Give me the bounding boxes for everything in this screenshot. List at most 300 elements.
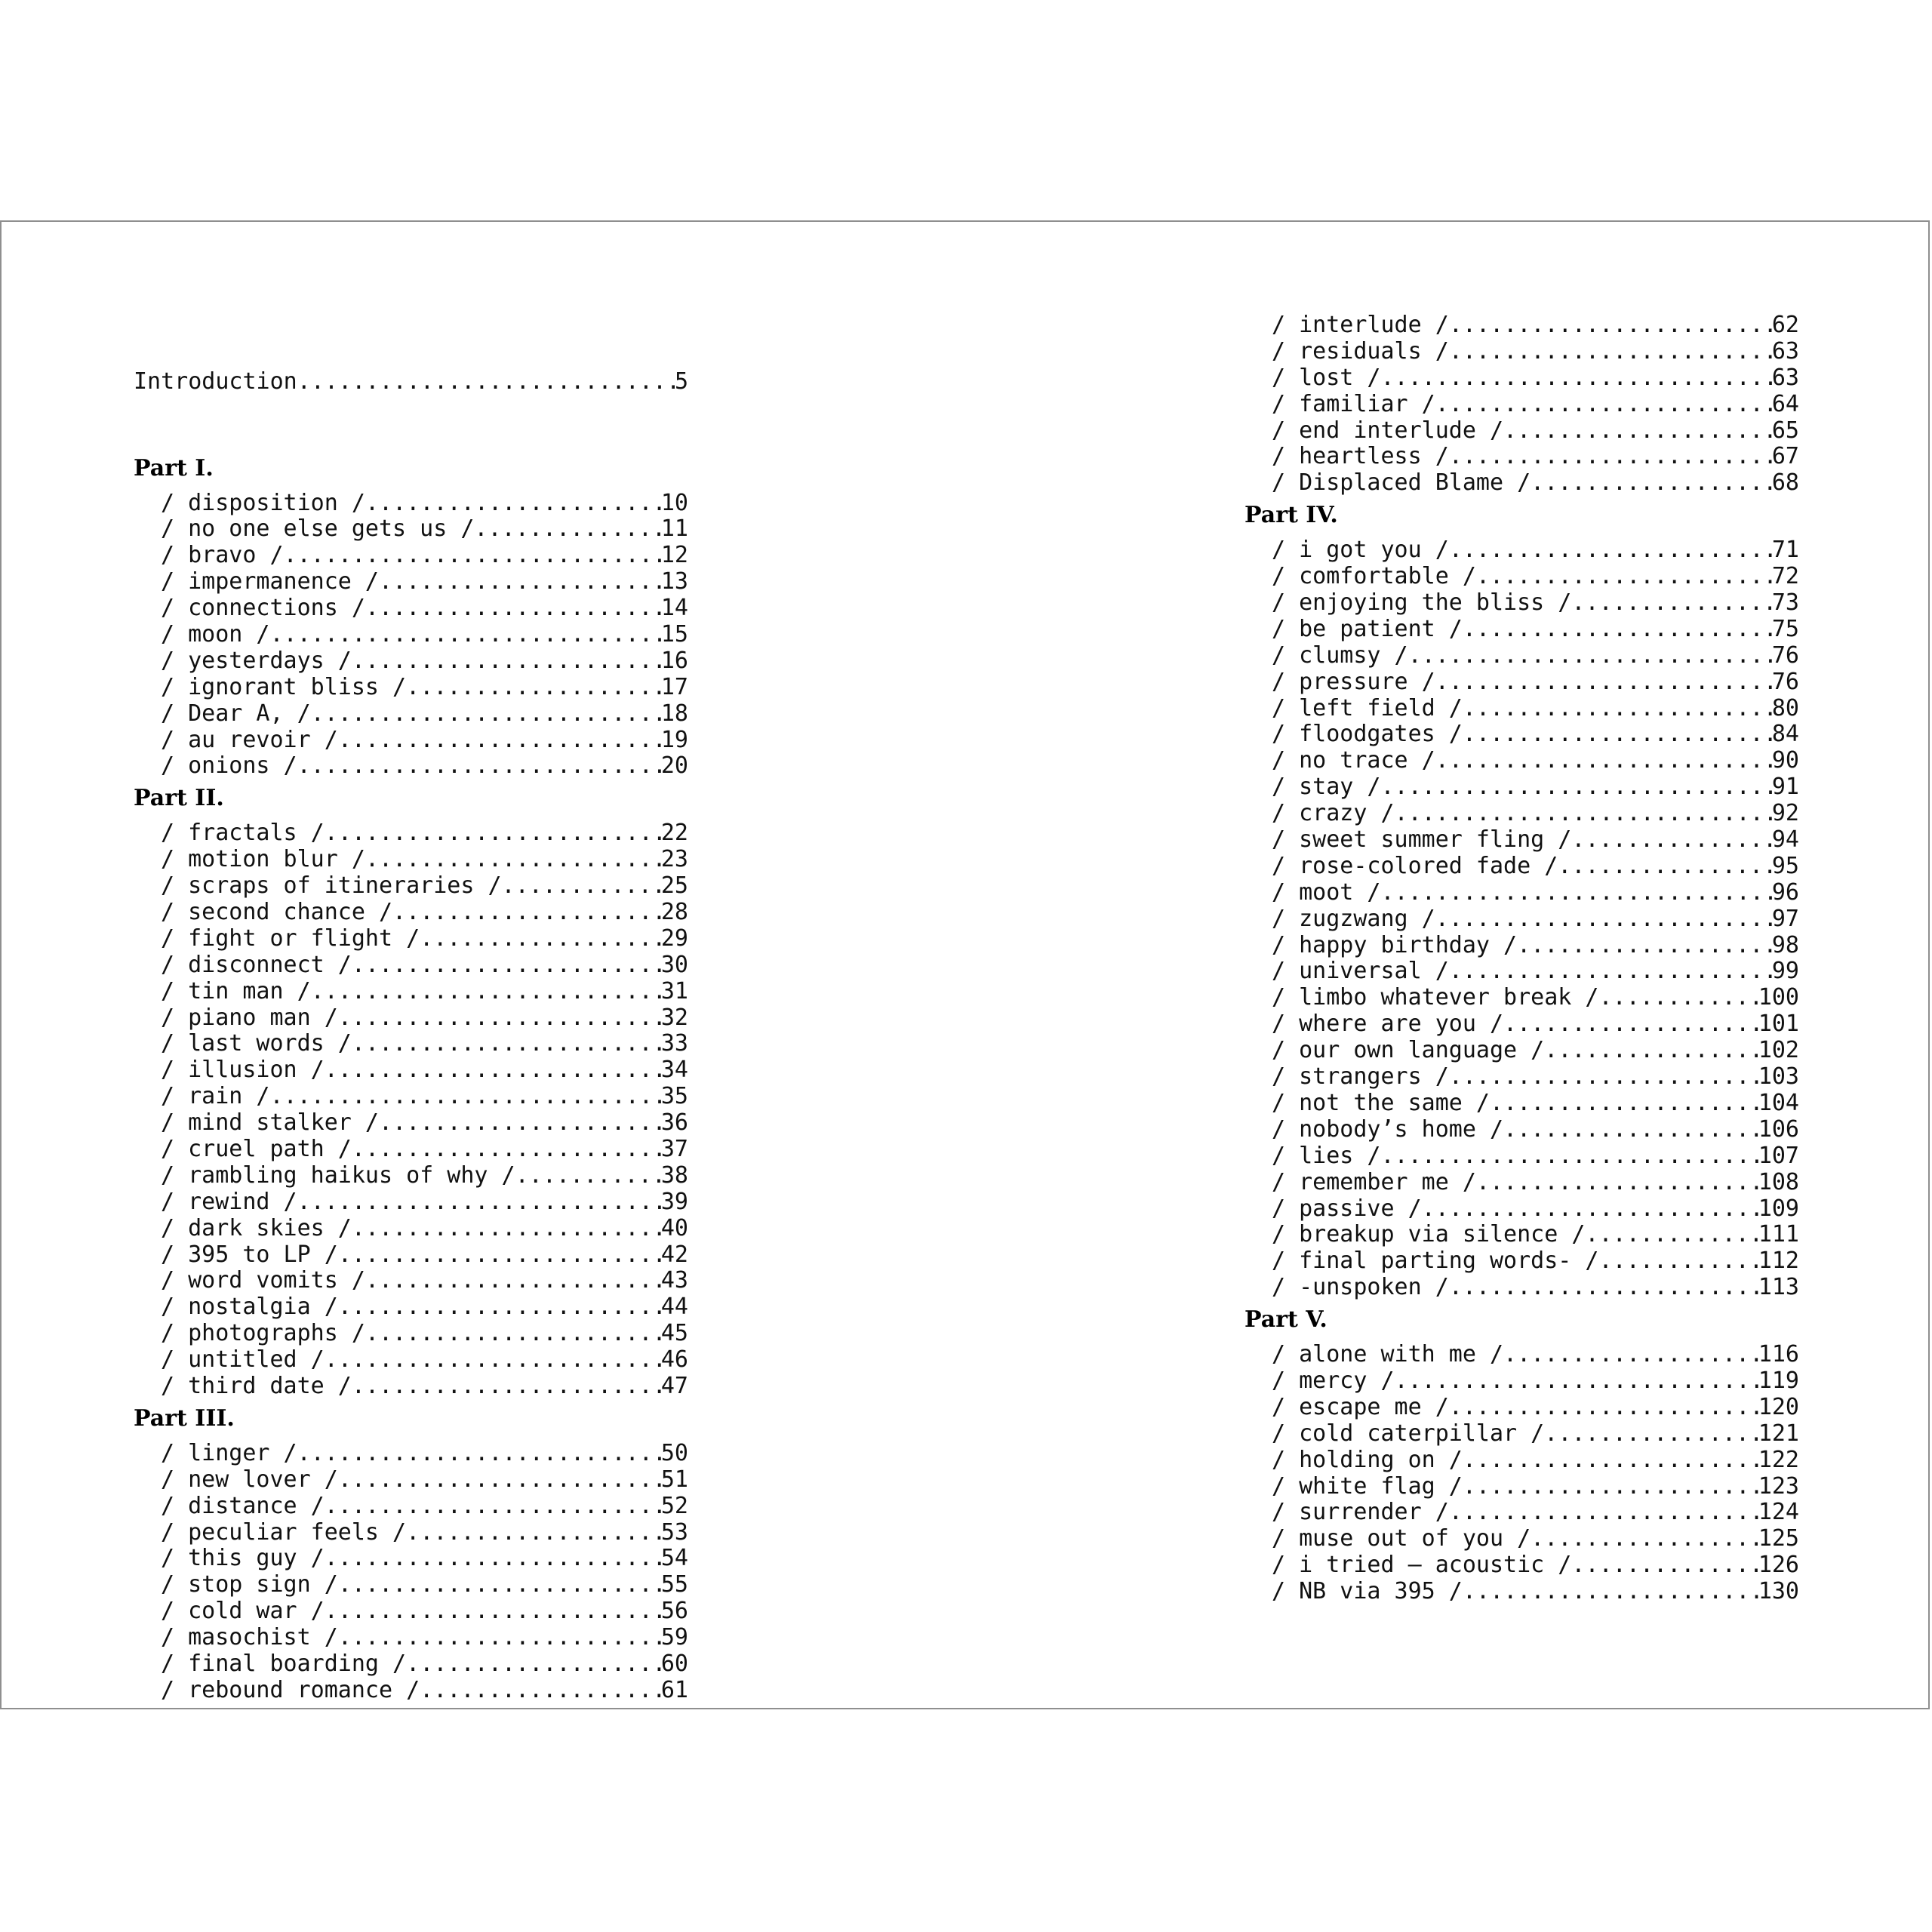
dot-leader	[325, 1598, 661, 1625]
toc-entry	[1244, 854, 1799, 880]
toc-entry	[134, 1005, 688, 1032]
toc-entry-title: / rain /	[161, 1083, 270, 1110]
toc-entry	[134, 1189, 688, 1216]
toc-entry	[1244, 748, 1799, 774]
part-heading: Part II.	[134, 785, 224, 812]
dot-leader	[420, 926, 661, 952]
toc-entry-title: / universal /	[1272, 958, 1449, 985]
dot-leader	[1585, 1222, 1758, 1248]
dot-leader	[1435, 906, 1772, 933]
toc-entry	[1244, 827, 1799, 854]
dot-leader	[1381, 365, 1772, 392]
toc-entry	[1244, 1170, 1799, 1196]
toc-entry-page: 16	[660, 647, 688, 674]
dot-leader	[325, 1546, 661, 1572]
toc-entry-title: / end interlude /	[1272, 417, 1504, 444]
dot-leader	[1381, 1143, 1758, 1170]
toc-entry-page: 10	[660, 489, 688, 516]
toc-entry-title: / last words /	[161, 1030, 352, 1057]
toc-entry-title: / passive /	[1272, 1195, 1422, 1222]
toc-entry-page: 22	[660, 820, 688, 847]
toc-entry-page: 130	[1758, 1578, 1799, 1605]
toc-entry	[1244, 392, 1799, 418]
toc-entry-title: / where are you /	[1272, 1011, 1504, 1038]
toc-entry-page: 43	[660, 1267, 688, 1294]
toc-entry-page: 30	[660, 951, 688, 978]
toc-entry	[1244, 801, 1799, 827]
dot-leader	[1463, 696, 1772, 722]
toc-entry	[1244, 1196, 1799, 1223]
dot-leader	[352, 1031, 661, 1057]
toc-entry-title: / breakup via silence /	[1272, 1221, 1586, 1248]
dot-leader	[1449, 1395, 1758, 1421]
toc-entry-title: / nobody’s home /	[1272, 1115, 1504, 1143]
dot-leader	[311, 701, 661, 728]
toc-entry	[134, 648, 688, 675]
toc-entry-title: / 395 to LP /	[161, 1241, 338, 1268]
right-page	[968, 222, 1931, 1708]
toc-entry	[134, 728, 688, 754]
toc-entry	[1244, 564, 1799, 590]
toc-entry-title: / comfortable /	[1272, 563, 1476, 590]
toc-entry-page: 73	[1771, 589, 1799, 617]
toc-entry-title: / rebound romance /	[161, 1676, 420, 1703]
dot-leader	[1449, 339, 1772, 365]
toc-entry	[1244, 1579, 1799, 1605]
toc-entry-title: / connections /	[161, 595, 365, 622]
toc-entry-title: / cruel path /	[161, 1136, 352, 1162]
toc-entry-title: / moot /	[1272, 878, 1381, 906]
toc-entry-page: 111	[1758, 1221, 1799, 1248]
toc-entry-page: 5	[674, 368, 688, 395]
toc-entry	[134, 1467, 688, 1494]
dot-leader	[365, 847, 661, 873]
toc-entry-title: / dark skies /	[161, 1214, 352, 1241]
toc-entry-title: / illusion /	[161, 1057, 325, 1084]
toc-entry-title: / disposition /	[161, 489, 365, 516]
toc-entry-page: 44	[660, 1294, 688, 1321]
toc-entry-title: / i tried – acoustic /	[1272, 1552, 1572, 1579]
dot-leader	[1449, 444, 1772, 470]
toc-entry-page: 76	[1771, 668, 1799, 695]
toc-entry-title: / disconnect /	[161, 951, 352, 978]
toc-entry	[134, 873, 688, 900]
toc-entry	[134, 491, 688, 517]
dot-leader	[325, 1347, 661, 1374]
book-spread	[0, 220, 1930, 1709]
toc-entry-title: / Displaced Blame /	[1272, 469, 1531, 497]
toc-entry	[134, 1163, 688, 1189]
toc-entry-page: 12	[660, 542, 688, 569]
toc-entry	[134, 926, 688, 952]
toc-entry	[1244, 537, 1799, 564]
toc-entry-page: 29	[660, 924, 688, 952]
toc-entry-title: / final boarding /	[161, 1651, 407, 1678]
toc-entry-page: 42	[660, 1241, 688, 1268]
toc-entry	[1244, 1038, 1799, 1064]
toc-entry	[1244, 1143, 1799, 1170]
toc-entry-title: / masochist /	[161, 1624, 338, 1651]
dot-leader	[1517, 933, 1772, 959]
toc-entry-title: / impermanence /	[161, 568, 379, 595]
toc-entry	[1244, 1342, 1799, 1368]
toc-entry	[1244, 418, 1799, 445]
toc-entry	[1244, 470, 1799, 497]
toc-entry	[1244, 774, 1799, 801]
toc-entry-page: 91	[1771, 774, 1799, 801]
dot-leader	[338, 1294, 661, 1321]
toc-entry-title: / left field /	[1272, 694, 1463, 721]
toc-entry-title: / second chance /	[161, 898, 393, 925]
toc-entry	[134, 569, 688, 595]
dot-leader	[1395, 801, 1772, 827]
dot-leader	[1544, 1421, 1758, 1447]
dot-leader	[297, 369, 675, 395]
toc-entry-page: 20	[660, 752, 688, 780]
toc-entry-page: 60	[660, 1651, 688, 1678]
dot-leader	[352, 1216, 661, 1242]
dot-leader	[1571, 1552, 1758, 1579]
dot-leader	[1476, 1170, 1758, 1196]
toc-entry-title: / heartless /	[1272, 443, 1449, 470]
dot-leader	[270, 1084, 661, 1110]
toc-entry-page: 62	[1771, 312, 1799, 338]
toc-entry	[1244, 1421, 1799, 1447]
toc-entry	[134, 1678, 688, 1704]
toc-entry	[1244, 1552, 1799, 1579]
toc-entry-title: / cold war /	[161, 1598, 325, 1625]
part-heading: Part V.	[1244, 1306, 1327, 1334]
dot-leader	[338, 1572, 661, 1598]
toc-entry-title: / this guy /	[161, 1545, 325, 1572]
dot-leader	[1503, 1342, 1758, 1368]
toc-entry	[134, 516, 688, 543]
toc-entry-page: 96	[1771, 878, 1799, 906]
toc-entry-page: 102	[1758, 1037, 1799, 1064]
toc-entry	[134, 952, 688, 979]
toc-entry-page: 35	[660, 1083, 688, 1110]
toc-entry-page: 68	[1771, 469, 1799, 497]
toc-entry-title: / au revoir /	[161, 726, 338, 753]
toc-entry-page: 50	[660, 1439, 688, 1466]
toc-entry-page: 123	[1758, 1472, 1799, 1500]
dot-leader	[392, 900, 661, 926]
toc-entry-title: / final parting words- /	[1272, 1247, 1599, 1275]
toc-entry-page: 36	[660, 1109, 688, 1137]
toc-entry	[134, 1110, 688, 1137]
toc-entry	[134, 820, 688, 847]
toc-entry-title: / no one else gets us /	[161, 515, 475, 543]
toc-entry-page: 65	[1771, 417, 1799, 444]
toc-entry-title: / photographs /	[161, 1320, 365, 1347]
toc-entry-title: / untitled /	[161, 1346, 325, 1374]
toc-entry-title: / strangers /	[1272, 1063, 1449, 1091]
toc-entry-page: 103	[1758, 1063, 1799, 1091]
toc-entry-page: 101	[1758, 1011, 1799, 1038]
toc-entry-page: 38	[660, 1161, 688, 1189]
toc-entry-page: 45	[660, 1320, 688, 1347]
dot-leader	[1422, 1196, 1758, 1223]
toc-entry-title: / no trace /	[1272, 747, 1435, 774]
toc-entry	[1244, 958, 1799, 985]
dot-leader	[1490, 1091, 1758, 1117]
toc-entry-page: 113	[1758, 1274, 1799, 1301]
toc-entry	[134, 622, 688, 648]
toc-entry-page: 32	[660, 1004, 688, 1031]
part-heading: Part I.	[134, 454, 214, 481]
toc-entry	[134, 1137, 688, 1163]
toc-entry	[134, 1294, 688, 1321]
toc-right-column	[1244, 312, 1799, 1605]
toc-entry-page: 71	[1771, 537, 1799, 564]
toc-entry	[1244, 1117, 1799, 1143]
toc-entry-title: / rewind /	[161, 1188, 297, 1215]
toc-entry-title: / motion blur /	[161, 846, 365, 873]
toc-entry-title: / happy birthday /	[1272, 931, 1518, 958]
toc-entry-page: 39	[660, 1188, 688, 1215]
toc-entry-page: 98	[1771, 931, 1799, 958]
dot-leader	[1449, 1275, 1758, 1301]
toc-entry-page: 59	[660, 1624, 688, 1651]
dot-leader	[1463, 721, 1772, 748]
toc-entry-title: Introduction	[134, 368, 297, 395]
dot-leader	[365, 1268, 661, 1294]
toc-entry-page: 28	[660, 898, 688, 925]
dot-leader	[502, 873, 661, 900]
dot-leader	[352, 1137, 661, 1163]
toc-entry	[134, 753, 688, 780]
dot-leader	[1463, 1474, 1758, 1500]
dot-leader	[1435, 748, 1772, 774]
dot-leader	[1463, 617, 1772, 643]
toc-entry-page: 94	[1771, 826, 1799, 854]
dot-leader	[1408, 643, 1772, 669]
toc-entry-title: / third date /	[161, 1373, 352, 1400]
toc-entry	[1244, 669, 1799, 696]
toc-entry-page: 108	[1758, 1168, 1799, 1195]
toc-entry	[1244, 590, 1799, 617]
toc-entry-title: / fight or flight /	[161, 924, 420, 952]
toc-entry-title: / holding on /	[1272, 1446, 1463, 1473]
toc-entry-page: 53	[660, 1518, 688, 1546]
dot-leader	[1449, 1064, 1758, 1091]
toc-entry-title: / -unspoken /	[1272, 1274, 1449, 1301]
dot-leader	[406, 1520, 661, 1546]
dot-leader	[1449, 958, 1772, 985]
toc-entry-title: / limbo whatever break /	[1272, 984, 1599, 1011]
toc-entry	[134, 1216, 688, 1242]
toc-entry	[134, 701, 688, 728]
toc-entry-page: 18	[660, 700, 688, 727]
toc-entry-page: 25	[660, 872, 688, 900]
toc-entry-title: / white flag /	[1272, 1472, 1463, 1500]
toc-entry	[1244, 365, 1799, 392]
dot-leader	[338, 1625, 661, 1651]
toc-entry-page: 13	[660, 568, 688, 595]
toc-entry	[1244, 444, 1799, 470]
dot-leader	[1381, 880, 1772, 906]
toc-entry-title: / remember me /	[1272, 1168, 1476, 1195]
toc-entry-page: 95	[1771, 852, 1799, 879]
dot-leader	[1531, 1526, 1758, 1552]
dot-leader	[1598, 985, 1758, 1011]
toc-entry-page: 112	[1758, 1247, 1799, 1275]
toc-entry-title: / Dear A, /	[161, 700, 311, 727]
toc-entry	[134, 1520, 688, 1546]
toc-entry	[134, 1321, 688, 1347]
toc-entry-page: 47	[660, 1373, 688, 1400]
toc-entry-title: / alone with me /	[1272, 1341, 1504, 1368]
toc-entry	[1244, 1474, 1799, 1500]
toc-entry-page: 97	[1771, 905, 1799, 932]
toc-entry-page: 116	[1758, 1341, 1799, 1368]
toc-entry-title: / floodgates /	[1272, 721, 1463, 748]
toc-entry-title: / word vomits /	[161, 1267, 365, 1294]
toc-entry-title: / interlude /	[1272, 312, 1449, 338]
toc-entry-page: 67	[1771, 443, 1799, 470]
dot-leader	[325, 1494, 661, 1520]
toc-entry-page: 107	[1758, 1142, 1799, 1169]
dot-leader	[1435, 392, 1772, 418]
dot-leader	[1476, 564, 1772, 590]
toc-entry-title: / ignorant bliss /	[161, 673, 407, 700]
toc-entry-title: / peculiar feels /	[161, 1518, 407, 1546]
toc-entry-page: 92	[1771, 800, 1799, 827]
dot-leader	[297, 1189, 661, 1216]
toc-entry-title: / piano man /	[161, 1004, 338, 1031]
toc-entry-page: 63	[1771, 364, 1799, 391]
toc-entry-page: 100	[1758, 984, 1799, 1011]
toc-entry-title: / linger /	[161, 1439, 297, 1466]
dot-leader	[1395, 1368, 1758, 1395]
toc-left-column	[134, 316, 688, 1704]
dot-leader	[1449, 537, 1772, 564]
toc-entry-page: 80	[1771, 694, 1799, 721]
toc-entry-title: / enjoying the bliss /	[1272, 589, 1572, 617]
toc-entry-title: / clumsy /	[1272, 641, 1408, 669]
toc-entry-page: 99	[1771, 958, 1799, 985]
toc-entry-page: 126	[1758, 1552, 1799, 1579]
dot-leader	[1503, 418, 1772, 445]
toc-entry-title: / stop sign /	[161, 1571, 338, 1598]
toc-entry	[134, 1268, 688, 1294]
dot-leader	[365, 491, 661, 517]
dot-leader	[270, 622, 661, 648]
toc-entry-title: / mercy /	[1272, 1367, 1395, 1394]
toc-entry	[134, 1374, 688, 1400]
dot-leader	[515, 1163, 661, 1189]
toc-entry-page: 125	[1758, 1525, 1799, 1552]
toc-entry-title: / rambling haikus of why /	[161, 1161, 515, 1189]
toc-entry-title: / not the same /	[1272, 1089, 1490, 1116]
dot-leader	[352, 648, 661, 675]
toc-entry	[134, 1625, 688, 1651]
toc-entry-page: 33	[660, 1030, 688, 1057]
toc-entry	[1244, 1011, 1799, 1038]
toc-entry-title: / escape me /	[1272, 1393, 1449, 1420]
toc-entry	[1244, 1275, 1799, 1301]
toc-entry-title: / familiar /	[1272, 390, 1435, 417]
dot-leader	[338, 1242, 661, 1269]
toc-entry-title: / surrender /	[1272, 1499, 1449, 1526]
dot-leader	[284, 543, 661, 569]
toc-entry-title: / zugzwang /	[1272, 905, 1435, 932]
toc-entry-page: 61	[660, 1676, 688, 1703]
toc-entry-page: 34	[660, 1057, 688, 1084]
toc-entry-title: / nostalgia /	[161, 1294, 338, 1321]
toc-entry	[134, 675, 688, 701]
dot-leader	[1531, 470, 1772, 497]
toc-entry-page: 76	[1771, 641, 1799, 669]
toc-entry-page: 104	[1758, 1089, 1799, 1116]
toc-entry	[1244, 721, 1799, 748]
toc-entry-page: 63	[1771, 337, 1799, 365]
dot-leader	[365, 595, 661, 622]
dot-leader	[338, 1467, 661, 1494]
toc-entry-title: / rose-colored fade /	[1272, 852, 1558, 879]
dot-leader	[1571, 827, 1772, 854]
toc-entry-title: / our own language /	[1272, 1037, 1545, 1064]
toc-entry	[1244, 1395, 1799, 1421]
toc-entry-title: / onions /	[161, 752, 297, 780]
toc-entry-page: 51	[660, 1466, 688, 1493]
toc-entry	[134, 1441, 688, 1467]
toc-entry	[1244, 1526, 1799, 1552]
dot-leader	[406, 1651, 661, 1678]
toc-entry-title: / bravo /	[161, 542, 284, 569]
toc-entry-title: / new lover /	[161, 1466, 338, 1493]
toc-entry-page: 37	[660, 1136, 688, 1162]
toc-entry-page: 23	[660, 846, 688, 873]
toc-entry-title: / fractals /	[161, 820, 325, 847]
toc-entry	[134, 1572, 688, 1598]
toc-entry	[134, 979, 688, 1005]
dot-leader	[1463, 1579, 1758, 1605]
dot-leader	[379, 569, 661, 595]
toc-entry-page: 90	[1771, 747, 1799, 774]
toc-entry	[134, 900, 688, 926]
toc-entry-page: 106	[1758, 1115, 1799, 1143]
dot-leader	[1558, 854, 1772, 880]
toc-entry	[1244, 933, 1799, 959]
dot-leader	[338, 1005, 661, 1032]
toc-entry	[1244, 906, 1799, 933]
toc-entry-page: 19	[660, 726, 688, 753]
toc-entry	[134, 1084, 688, 1110]
dot-leader	[338, 728, 661, 754]
toc-entry	[1244, 312, 1799, 339]
left-page	[2, 222, 968, 1708]
toc-entry-title: / residuals /	[1272, 337, 1449, 365]
dot-leader	[352, 1374, 661, 1400]
toc-entry-title: / yesterdays /	[161, 647, 352, 674]
toc-entry-title: / cold caterpillar /	[1272, 1420, 1545, 1447]
toc-entry-title: / be patient /	[1272, 615, 1463, 642]
toc-entry-title: / lies /	[1272, 1142, 1381, 1169]
toc-entry-page: 122	[1758, 1446, 1799, 1473]
toc-entry	[1244, 1447, 1799, 1474]
toc-entry	[1244, 643, 1799, 669]
dot-leader	[311, 979, 661, 1005]
toc-entry-title: / crazy /	[1272, 800, 1395, 827]
dot-leader	[420, 1678, 661, 1704]
toc-entry-page: 56	[660, 1598, 688, 1625]
toc-entry-page: 121	[1758, 1420, 1799, 1447]
dot-leader	[1544, 1038, 1758, 1064]
toc-entry-page: 11	[660, 515, 688, 543]
dot-leader	[325, 820, 661, 847]
toc-entry-title: / tin man /	[161, 977, 311, 1004]
